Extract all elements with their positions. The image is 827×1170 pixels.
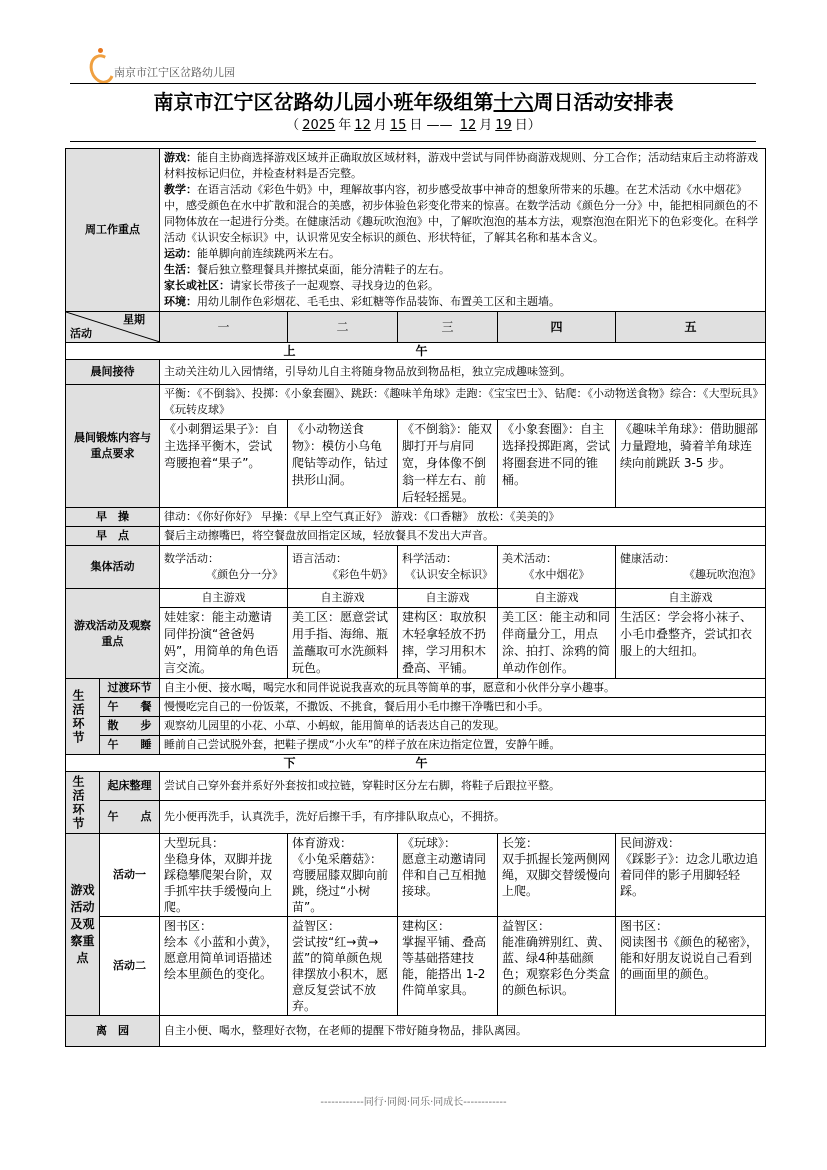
morning-snack-row (66, 527, 766, 546)
activity-title: 图书区： (164, 919, 213, 933)
logo-text: 南京市江宁区岔路幼儿园 (114, 66, 235, 79)
focus-item (164, 294, 761, 310)
activity-name: 《颜色分一分》 (206, 568, 283, 581)
activity-title: 体育游戏： (292, 836, 353, 850)
pm-life-group-label (66, 772, 100, 834)
activity-name: 《水中烟花》 (523, 568, 590, 581)
exercise-label: 晨间锻炼内容与重点要求 (66, 385, 160, 508)
activity1-day (498, 834, 616, 917)
exercise-day: 《趣味羊角球》：借助腿部力量蹬地，骑着羊角球连续向前跳跃 3-5 步。 (616, 420, 766, 508)
pm-life-text: 尝试自己穿外套并系好外套按扣或拉链，穿鞋时区分左右脚，将鞋子后跟拉平整。 (160, 772, 766, 801)
morning-exercise-row (66, 508, 766, 527)
free-play-title-row (66, 589, 766, 608)
activity-text: 《小兔采蘑菇》：弯腰屈膝双脚向前跳，绕过“小树苗”。 (292, 852, 389, 914)
activity-text: 阅读图书《颜色的秘密》，能和好朋友说说自己看到的画面里的颜色。 (620, 935, 759, 981)
corner-bottom-label: 活动 (70, 327, 92, 340)
pm-life-row (66, 772, 766, 801)
pm-life-row (66, 801, 766, 834)
week-number: 十六 (493, 90, 534, 114)
month-label: 月 (373, 118, 387, 133)
life-text: 慢慢吃完自己的一份饭菜，不撒饭、不挑食，餐后用小毛巾擦干净嘴巴和小手。 (160, 698, 766, 717)
free-play-title: 自主游戏 (288, 589, 398, 608)
free-play-day: 生活区：学会将小袜子、小毛巾叠整齐，尝试扣衣服上的大纽扣。 (616, 608, 766, 679)
activity-title: 益智区： (292, 919, 341, 933)
activity1-label: 活动一 (100, 834, 160, 917)
exercise-summary: 平衡：《不倒翁》、投掷：《小象套圈》、跳跃：《趣味羊角球》走跑：《宝宝巴士》、钻爬：《小动物送食物》综合：《大型玩具》《玩转皮球》 (160, 385, 766, 420)
free-play-days-row (66, 608, 766, 679)
activity-title: 民间游戏： (620, 836, 681, 850)
life-row (66, 717, 766, 736)
activity2-day (398, 917, 498, 1016)
activity-text: 能准确辨别红、黄、蓝、绿4种基础颜色；观察彩色分类盒的颜色标识。 (502, 935, 611, 997)
activity1-day (160, 834, 288, 917)
group-activity-row (66, 546, 766, 589)
activity-text: 坐稳身体，双脚并拢踩稳攀爬架台阶，双手抓牢扶手缓慢向上爬。 (164, 852, 273, 914)
free-play-title: 自主游戏 (616, 589, 766, 608)
pm-life-group-text: 生活环节 (71, 774, 85, 831)
group-activity-day (616, 546, 766, 589)
activity-title: 图书区： (620, 919, 669, 933)
free-play-title: 自主游戏 (160, 589, 288, 608)
weekly-focus-label: 周工作重点 (66, 149, 160, 312)
exercise-day: 《小刺猬运果子》：自主选择平衡木，尝试弯腰抱着“果子”。 (160, 420, 288, 508)
activity-text: 双手抓握长笼两侧网绳，双脚交替缓慢向上爬。 (502, 852, 611, 898)
focus-item (164, 246, 761, 262)
life-text: 自主小便、接水喝，喝完水和同伴说说我喜欢的玩具等简单的事，愿意和小伙伴分享小趣事。 (160, 679, 766, 698)
activity-title: 《玩球》： (402, 836, 457, 850)
activity-text: 愿意主动邀请同伴和自己互相抛接球。 (402, 852, 487, 898)
activity2-day (616, 917, 766, 1016)
focus-text: 请家长带孩子一起观察、寻找身边的色彩。 (230, 279, 439, 292)
start-day: 15 (389, 118, 407, 133)
schedule-table (65, 148, 766, 1047)
exercise-days-row (66, 420, 766, 508)
group-activity-day (398, 546, 498, 589)
morning-snack-text: 餐后主动擦嘴巴，将空餐盘放回指定区域，轻放餐具不发出大声音。 (160, 527, 766, 546)
end-month-label: 月 (479, 118, 493, 133)
life-row (66, 679, 766, 698)
section-afternoon: 下午 (66, 755, 766, 772)
pm-life-label: 起床整理 (100, 772, 160, 801)
focus-text: 能单脚向前连续跳两米左右。 (197, 247, 340, 260)
title-suffix: 周日活动安排表 (533, 90, 674, 114)
focus-item (164, 150, 761, 182)
pm-life-label: 午 点 (100, 801, 160, 834)
group-activity-day (498, 546, 616, 589)
activity2-label: 活动二 (100, 917, 160, 1016)
pm-play-group-text: 游戏活动及观察重点 (70, 883, 95, 965)
focus-text: 能自主协商选择游戏区域并正确取放区域材料，游戏中尝试与同伴协商游戏规则、分工合作；活动结束后主动将游戏材料按标记归位，并检查材料是否完整。 (164, 151, 758, 180)
departure-row (66, 1016, 766, 1047)
focus-text: 在语言活动《彩色牛奶》中，理解故事内容，初步感受故事中神奇的想象所带来的乐趣。在艺术活动《水中烟花》中，感受颜色在水中扩散和混合的美感，初步体验色彩变化带来的惊喜。在数学活动《颜色分一分》中，能把相同颜色的不同物体放在一起进行分类。在健康活动《趣玩吹泡泡》中，了解吹泡泡的基本方法，观察泡泡在阳光下的色彩变化。在科学活动《认识安全标识》中，认识常见安全标识的颜色、形状特征，了解其名称和基本含义。 (164, 183, 758, 244)
exercise-day: 《不倒翁》：能双脚打开与肩同宽，身体像不倒翁一样左右、前后轻轻摇晃。 (398, 420, 498, 508)
exercise-day: 《小象套圈》：自主选择投掷距离，尝试将圈套进不同的锥桶。 (498, 420, 616, 508)
focus-item (164, 278, 761, 294)
corner-top-label: 星期 (123, 313, 145, 326)
date-close: 日） (514, 118, 541, 133)
pm-play-group-label (66, 834, 100, 1016)
day-header: 五 (616, 312, 766, 343)
focus-key: 环境： (164, 295, 197, 308)
page-title (0, 86, 827, 115)
focus-item (164, 262, 761, 278)
focus-key: 家长或社区： (164, 279, 230, 292)
date-range (0, 114, 827, 133)
activity1-day (616, 834, 766, 917)
free-play-title: 自主游戏 (498, 589, 616, 608)
logo-mark-icon (88, 46, 112, 82)
exercise-summary-row (66, 385, 766, 420)
section-morning: 上午 (66, 343, 766, 360)
activity-text: 尝试按“红→黄→蓝”的简单颜色规律摆放小积木，愿意反复尝试不放弃。 (292, 935, 389, 1013)
title-rule (70, 141, 756, 142)
activity-type: 健康活动： (620, 552, 675, 565)
activity2-day (498, 917, 616, 1016)
activity-type: 语言活动： (292, 552, 347, 565)
date-open: （ (286, 118, 300, 133)
focus-text: 餐后独立整理餐具并擦拭桌面，能分清鞋子的左右。 (197, 263, 450, 276)
year-label: 年 (338, 118, 352, 133)
end-day: 19 (495, 118, 512, 133)
title-prefix: 南京市江宁区岔路幼儿园小班年级组第 (153, 90, 494, 114)
activity1-day (288, 834, 398, 917)
start-month: 12 (354, 118, 371, 133)
day-label: 日 —— (409, 118, 453, 133)
activity-type: 科学活动： (402, 552, 457, 565)
year: 2025 (302, 118, 336, 133)
activity2-day (288, 917, 398, 1016)
life-group-label (66, 679, 100, 755)
life-label: 散 步 (100, 717, 160, 736)
end-month: 12 (459, 118, 477, 133)
activity2-day (160, 917, 288, 1016)
activity-text: 《踩影子》：边念儿歌边追着同伴的影子用脚轻轻踩。 (620, 852, 759, 898)
focus-text: 用幼儿制作色彩烟花、毛毛虫、彩虹糖等作品装饰、布置美工区和主题墙。 (197, 295, 560, 308)
activity1-day (398, 834, 498, 917)
morning-snack-label: 早 点 (66, 527, 160, 546)
pm-activity2-row (66, 917, 766, 1016)
free-play-title: 自主游戏 (398, 589, 498, 608)
free-play-day: 美工区：能主动和同伴商量分工，用点涂、拍打、涂鸦的简单动作创作。 (498, 608, 616, 679)
activity-title: 益智区： (502, 919, 551, 933)
morning-exercise-label: 早 操 (66, 508, 160, 527)
activity-title: 大型玩具： (164, 836, 225, 850)
day-header: 二 (288, 312, 398, 343)
group-activity-label: 集体活动 (66, 546, 160, 589)
day-header-row (66, 312, 766, 343)
life-row (66, 736, 766, 755)
reception-text: 主动关注幼儿入园情绪，引导幼儿自主将随身物品放到物品柜，独立完成趣味签到。 (160, 360, 766, 385)
focus-key: 运动： (164, 247, 197, 260)
focus-item (164, 182, 761, 246)
day-header: 三 (398, 312, 498, 343)
life-text: 睡前自己尝试脱外套，把鞋子摆成“小火车”的样子放在床边指定位置，安静午睡。 (160, 736, 766, 755)
day-header: 四 (498, 312, 616, 343)
pm-activity1-row (66, 834, 766, 917)
pm-life-text: 先小便再洗手，认真洗手，洗好后擦干手，有序排队取点心，不拥挤。 (160, 801, 766, 834)
group-activity-day (160, 546, 288, 589)
activity-type: 美术活动： (502, 552, 557, 565)
reception-label: 晨间接待 (66, 360, 160, 385)
reception-row (66, 360, 766, 385)
activity-title: 长笼： (502, 836, 539, 850)
activity-text: 掌握平铺、叠高等基础搭建技能，能搭出 1-2 件简单家具。 (402, 935, 487, 997)
header-rule (70, 83, 756, 84)
activity-name: 《彩色牛奶》 (327, 568, 393, 581)
activity-type: 数学活动： (164, 552, 219, 565)
life-label: 过渡环节 (100, 679, 160, 698)
free-play-day: 娃娃家：能主动邀请同伴扮演“爸爸妈妈”，用简单的角色语言交流。 (160, 608, 288, 679)
life-group-text: 生活环节 (71, 688, 85, 745)
departure-label: 离 园 (66, 1016, 160, 1047)
life-row (66, 698, 766, 717)
corner-cell (66, 312, 160, 343)
focus-key: 教学： (164, 183, 197, 196)
activity-title: 建构区： (402, 919, 451, 933)
life-label: 午 睡 (100, 736, 160, 755)
group-activity-day (288, 546, 398, 589)
focus-key: 游戏： (164, 151, 197, 164)
activity-name: 《趣玩吹泡泡》 (684, 568, 761, 581)
weekly-focus-row (66, 149, 766, 312)
free-play-day: 建构区：取放积木轻拿轻放不扔摔，学习用积木叠高、平铺。 (398, 608, 498, 679)
exercise-day: 《小动物送食物》：模仿小乌龟爬钻等动作，钻过拱形山洞。 (288, 420, 398, 508)
morning-exercise-text: 律动：《你好你好》 早操：《早上空气真正好》 游戏：《口香糖》 放松：《美美的》 (160, 508, 766, 527)
free-play-day: 美工区：愿意尝试用手指、海绵、瓶盖蘸取可水洗颜料玩色。 (288, 608, 398, 679)
activity-name: 《认识安全标识》 (405, 568, 493, 581)
life-label: 午 餐 (100, 698, 160, 717)
life-text: 观察幼儿园里的小花、小草、小蚂蚁，能用简单的话表达自己的发现。 (160, 717, 766, 736)
day-header: 一 (160, 312, 288, 343)
activity-text: 绘本《小蓝和小黄》，愿意用简单词语描述绘本里颜色的变化。 (164, 935, 279, 981)
departure-text: 自主小便、喝水，整理好衣物，在老师的提醒下带好随身物品，排队离园。 (160, 1016, 766, 1047)
free-play-label: 游戏活动及观察重点 (66, 589, 160, 679)
school-logo (88, 44, 235, 82)
weekly-focus-content (160, 149, 766, 312)
focus-key: 生活： (164, 263, 197, 276)
footer-motto: ------------同行·同阅·同乐·同成长------------ (320, 1097, 507, 1108)
